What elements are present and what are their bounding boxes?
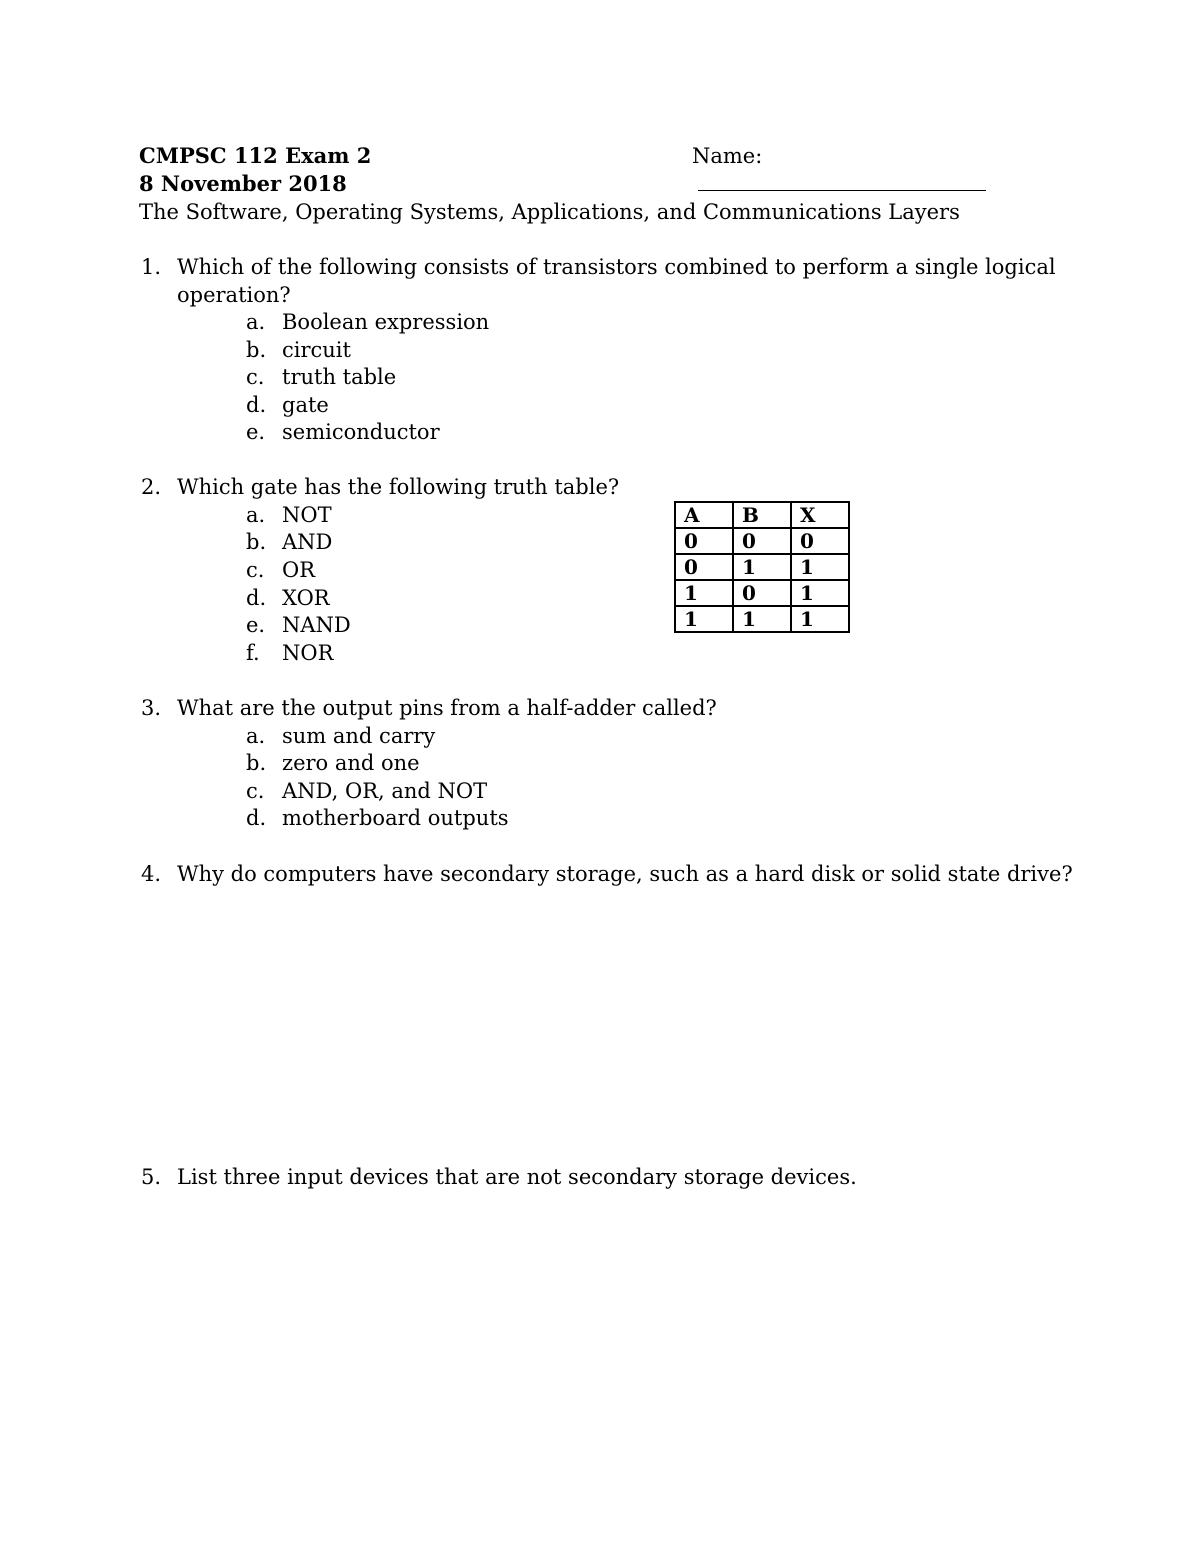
- question-1-text-cont: operation?: [177, 283, 291, 307]
- truth-table-header-row: [675, 502, 849, 528]
- truth-table-cell: 1: [791, 580, 849, 606]
- truth-table: [674, 501, 850, 633]
- q1-option-e-letter: e.: [246, 420, 266, 444]
- q1-option-d-letter: d.: [246, 393, 267, 417]
- truth-table-header-a: A: [675, 502, 733, 528]
- question-2-text: Which gate has the following truth table?: [177, 475, 620, 499]
- q2-option-e-letter: e.: [246, 613, 266, 637]
- truth-table-cell: 1: [675, 580, 733, 606]
- truth-table-cell: 1: [733, 606, 791, 632]
- truth-table-row: [675, 580, 849, 606]
- truth-table-row: [675, 528, 849, 554]
- q1-option-d: gate: [282, 393, 329, 417]
- question-3-number: 3.: [141, 696, 162, 720]
- question-3-text: What are the output pins from a half-adder called?: [177, 696, 717, 720]
- q3-option-c-letter: c.: [246, 779, 265, 803]
- question-5-number: 5.: [141, 1165, 162, 1189]
- truth-table-cell: 1: [675, 606, 733, 632]
- truth-table-cell: 0: [675, 554, 733, 580]
- name-label: Name:: [692, 144, 763, 168]
- q3-option-b: zero and one: [282, 751, 420, 775]
- q2-option-a: NOT: [282, 503, 332, 527]
- exam-date: 8 November 2018: [139, 171, 347, 196]
- q2-option-d-letter: d.: [246, 586, 267, 610]
- question-1-number: 1.: [141, 255, 162, 279]
- q2-option-b-letter: b.: [246, 530, 267, 554]
- q3-option-b-letter: b.: [246, 751, 267, 775]
- q2-option-c-letter: c.: [246, 558, 265, 582]
- q1-option-c: truth table: [282, 365, 397, 389]
- q3-option-a-letter: a.: [246, 724, 266, 748]
- question-4-text: Why do computers have secondary storage, such as a hard disk or solid state drive?: [177, 862, 1073, 886]
- question-4-number: 4.: [141, 862, 162, 886]
- exam-subtitle: The Software, Operating Systems, Applications, and Communications Layers: [139, 200, 960, 224]
- q1-option-b: circuit: [282, 338, 351, 362]
- q3-option-a: sum and carry: [282, 724, 436, 748]
- truth-table-header-b: B: [733, 502, 791, 528]
- q3-option-d: motherboard outputs: [282, 806, 509, 830]
- truth-table-row: [675, 606, 849, 632]
- q3-option-c: AND, OR, and NOT: [282, 779, 488, 803]
- truth-table-cell: 0: [733, 528, 791, 554]
- question-2-number: 2.: [141, 475, 162, 499]
- truth-table-cell: 0: [733, 580, 791, 606]
- q1-option-e: semiconductor: [282, 420, 440, 444]
- q2-option-f: NOR: [282, 641, 334, 665]
- q3-option-d-letter: d.: [246, 806, 267, 830]
- q1-option-a: Boolean expression: [282, 310, 490, 334]
- name-field[interactable]: [692, 142, 1051, 198]
- q2-option-d: XOR: [282, 586, 330, 610]
- truth-table-cell: 0: [791, 528, 849, 554]
- name-blank-line[interactable]: [698, 170, 986, 191]
- q2-option-e: NAND: [282, 613, 351, 637]
- q2-option-f-letter: f.: [246, 641, 260, 665]
- question-5-text: List three input devices that are not secondary storage devices.: [177, 1165, 857, 1189]
- q1-option-c-letter: c.: [246, 365, 265, 389]
- header-row: [139, 142, 1051, 170]
- q2-option-a-letter: a.: [246, 503, 266, 527]
- course-title: CMPSC 112 Exam 2: [139, 143, 372, 168]
- question-1-text: Which of the following consists of transistors combined to perform a single logical: [177, 255, 1056, 279]
- q1-option-b-letter: b.: [246, 338, 267, 362]
- q2-option-c: OR: [282, 558, 316, 582]
- truth-table-header-x: X: [791, 502, 849, 528]
- truth-table-cell: 0: [675, 528, 733, 554]
- q2-option-b: AND: [282, 530, 333, 554]
- truth-table-cell: 1: [733, 554, 791, 580]
- truth-table-cell: 1: [791, 554, 849, 580]
- truth-table-cell: 1: [791, 606, 849, 632]
- truth-table-row: [675, 554, 849, 580]
- q1-option-a-letter: a.: [246, 310, 266, 334]
